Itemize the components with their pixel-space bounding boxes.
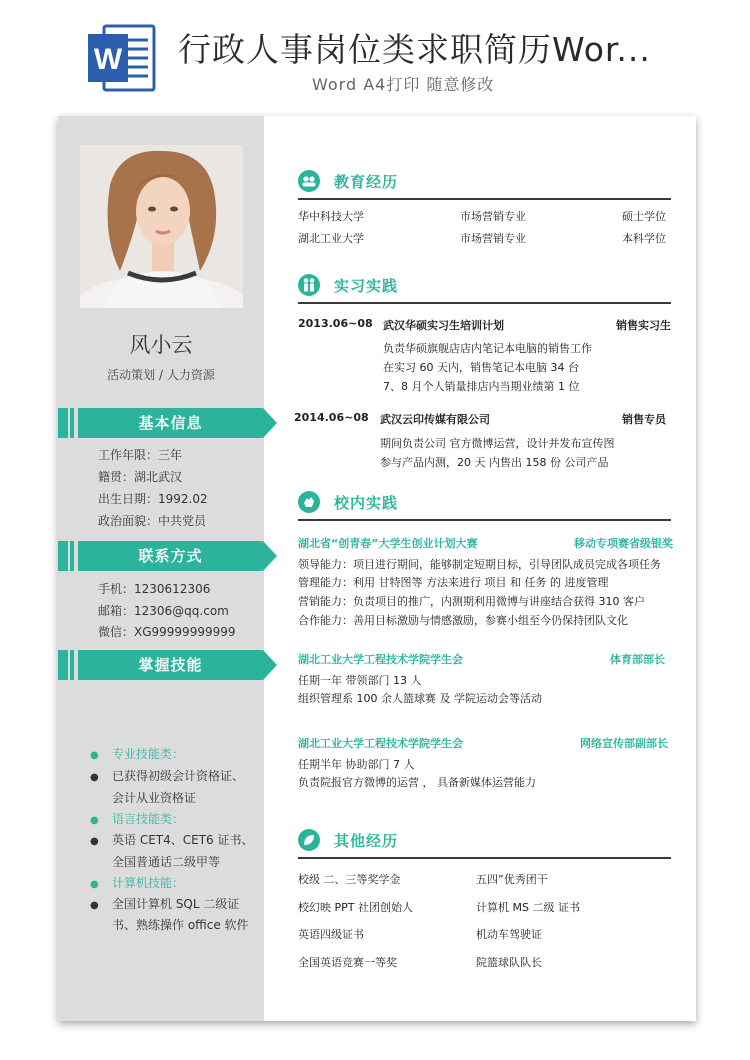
internship-date: 2014.06~08	[294, 411, 369, 424]
education-major: 市场营销专业	[460, 232, 526, 245]
leaf-icon	[298, 829, 320, 851]
other-item: 全国英语竞赛一等奖	[298, 956, 397, 969]
document-subtitle: Word A4打印 随意修改	[312, 75, 495, 94]
education-major: 市场营销专业	[460, 210, 526, 223]
internship-detail: 参与产品内测，20 天 内售出 158 份 公司产品	[380, 456, 609, 469]
other-item: 院篮球队队长	[476, 956, 542, 969]
skill-item-continued: 全国普通话二级甲等	[112, 855, 221, 869]
people-icon	[298, 274, 320, 296]
campus-detail: 组织管理系 100 余人篮球赛 及 学院运动会等活动	[298, 692, 542, 705]
education-school: 湖北工业大学	[298, 232, 364, 245]
info-work-years: 工作年限：三年	[98, 448, 183, 462]
contact-email: 邮箱：12306@qq.com	[98, 604, 229, 618]
other-item: 机动车驾驶证	[476, 928, 542, 941]
campus-detail: 营销能力：负责项目的推广，内测期利用微博与讲座结合获得 310 客户	[298, 595, 645, 608]
skill-item: ● 全国计算机 SQL 二级证	[90, 897, 240, 911]
skill-category-language: ● 语言技能类：	[90, 812, 185, 826]
skills-heading: 掌握技能	[138, 656, 203, 674]
contact-phone: 手机：1230612306	[98, 582, 211, 596]
document-header	[0, 0, 750, 110]
basic-info-heading: 基本信息	[138, 414, 203, 432]
skill-category-professional: ● 专业技能类：	[90, 747, 185, 761]
info-political-status: 政治面貌：中共党员	[98, 514, 207, 528]
skill-category-computer: ● 计算机技能：	[90, 876, 185, 890]
campus-detail: 领导能力：项目进行期间，能够制定短期目标，引导团队成员完成各项任务	[298, 558, 661, 571]
internship-detail: 负责华硕旗舰店店内笔记本电脑的销售工作	[383, 342, 592, 355]
internship-role: 销售专员	[622, 413, 666, 426]
education-degree: 硕士学位	[622, 210, 666, 223]
skill-item: ● 英语 CET4、CET6 证书、	[90, 833, 254, 847]
campus-role: 体育部部长	[610, 653, 665, 666]
info-hometown: 籍贯：湖北武汉	[98, 470, 183, 484]
campus-organization: 湖北省“创青春”大学生创业计划大赛	[298, 537, 478, 550]
campus-role: 网络宣传部副部长	[580, 737, 668, 750]
other-item: 英语四级证书	[298, 928, 364, 941]
campus-detail: 任期半年 协助部门 7 人	[298, 758, 415, 771]
profile-photo	[80, 145, 243, 308]
contact-heading: 联系方式	[138, 547, 203, 565]
candidate-job-title: 活动策划 / 人力资源	[107, 368, 215, 382]
campus-detail: 管理能力：利用 甘特图等 方法来进行 项目 和 任务 的 进度管理	[298, 576, 609, 589]
resume-sidebar	[58, 116, 264, 1021]
internship-detail: 7、8 月个人销量排店内当期业绩第 1 位	[383, 380, 580, 393]
education-school: 华中科技大学	[298, 210, 364, 223]
internship-detail: 在实习 60 天内，销售笔记本电脑 34 台	[383, 361, 579, 374]
education-icon	[298, 170, 320, 192]
word-icon-letter: W	[93, 43, 123, 76]
campus-detail: 任期一年 带领部门 13 人	[298, 674, 422, 687]
word-document-icon	[86, 22, 158, 94]
skill-item: ● 已获得初级会计资格证、	[90, 769, 245, 783]
contact-wechat: 微信：XG99999999999	[98, 625, 236, 639]
campus-organization: 湖北工业大学工程技术学院学生会	[298, 653, 463, 666]
campus-detail: 负责院报官方微博的运营 ， 具备新媒体运营能力	[298, 776, 536, 789]
internship-role: 销售实习生	[616, 319, 671, 332]
internship-section-heading: 实习实践	[298, 274, 671, 304]
skill-item-continued: 书、熟练操作 office 软件	[112, 918, 249, 932]
info-birth-date: 出生日期：1992.02	[98, 492, 208, 506]
other-item: 校级 二、三等奖学金	[298, 873, 401, 886]
skill-item-continued: 会计从业资格证	[112, 791, 197, 805]
campus-section-heading: 校内实践	[298, 491, 671, 521]
document-title: 行政人事岗位类求职简历Wor...	[178, 30, 651, 69]
other-section-heading: 其他经历	[298, 829, 671, 859]
resume-page	[58, 116, 696, 1021]
candidate-name: 风小云	[129, 333, 193, 357]
internship-company: 武汉华硕实习生培训计划	[383, 319, 504, 332]
campus-detail: 合作能力：善用目标激励与情感激励，参赛小组至今仍保持团队文化	[298, 614, 628, 627]
contact-banner	[58, 541, 280, 571]
internship-detail: 期间负责公司 官方微博运营，设计并发布宣传图	[380, 437, 615, 450]
profile-photo-illustration	[80, 145, 243, 308]
internship-company: 武汉云印传媒有限公司	[380, 413, 490, 426]
other-item: 校幻映 PPT 社团创始人	[298, 901, 413, 914]
other-item: 计算机 MS 二级 证书	[476, 901, 580, 914]
internship-date: 2013.06~08	[298, 317, 373, 330]
skills-banner	[58, 650, 280, 680]
campus-role: 移动专项赛省级银奖	[574, 537, 673, 550]
campus-organization: 湖北工业大学工程技术学院学生会	[298, 737, 463, 750]
other-item: 五四”优秀团干	[476, 873, 548, 886]
education-degree: 本科学位	[622, 232, 666, 245]
hand-icon	[298, 491, 320, 513]
education-section-heading: 教育经历	[298, 170, 671, 200]
basic-info-banner	[58, 408, 280, 438]
